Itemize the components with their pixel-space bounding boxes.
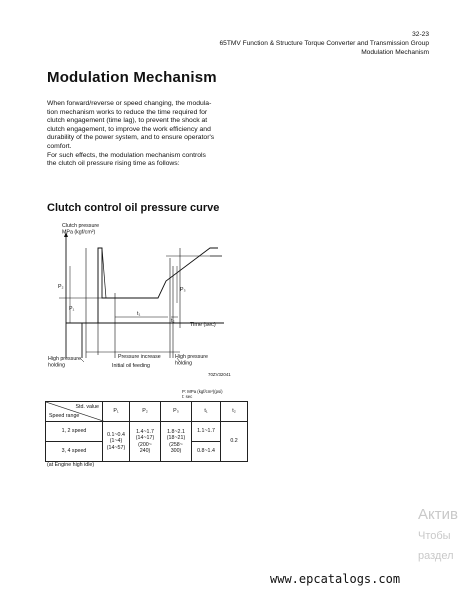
cell-text: 300) [170, 447, 182, 454]
paragraph-line: clutch engagement, to improve the work efficiency and [47, 125, 211, 133]
pressure-curve-diagram [40, 218, 270, 380]
cell-text: 240) [139, 447, 151, 454]
cell-t2: 0.2 [221, 422, 248, 462]
footer-url: www.epcatalogs.com [270, 572, 401, 586]
initial-feeding-label: Initial oil feeding [112, 363, 150, 369]
row-label-1-2-speed: 1, 2 speed [46, 422, 103, 442]
col-header-p2: P₂ [130, 402, 161, 422]
hp-holding-left-2: holding [48, 362, 66, 369]
figure-code: 70ZV32041 [208, 372, 231, 377]
cell-text: (18~21) [166, 435, 186, 442]
curve-drop-line [102, 248, 106, 298]
cell-p3 [161, 422, 192, 462]
y-axis-label-2: MPa (kgf/cm²) [62, 229, 96, 236]
hp-holding-right-1: High pressure [175, 354, 208, 360]
cell-text: (200~ [138, 441, 152, 448]
cell-text: (1~4) [109, 438, 123, 445]
p1-label: P₁ [69, 306, 75, 312]
std-value-header: Std. value [75, 404, 99, 410]
hp-holding-right-2: holding [175, 360, 193, 367]
speed-range-header: Speed range [49, 412, 80, 419]
cell-text: (14~17) [135, 435, 155, 442]
col-header-t2: t₂ [221, 402, 248, 422]
paragraph-line: durability of the power system, and to ensure operator's [47, 134, 215, 142]
table-corner-cell [46, 402, 103, 422]
pressure-curve-line [82, 248, 218, 358]
col-header-p1: P₁ [103, 402, 130, 422]
paragraph-line: When forward/reverse or speed changing, the modula- [47, 100, 212, 107]
cell-p1 [103, 422, 130, 462]
cell-text: 0.1~0.4 [107, 432, 125, 439]
row-label-3-4-speed: 3, 4 speed [46, 442, 103, 462]
cell-text: 1.8~2.1 [167, 429, 185, 436]
col-header-t1: t₁ [192, 402, 221, 422]
units-pressure: P: MPa (kgf/cm²)(psi) [182, 389, 223, 394]
p3-label: P₃ [180, 287, 186, 293]
header-line-1: 65TMV Function & Structure Torque Converter and Transmission Group [219, 40, 429, 47]
table-footnote: (at Engine high idle) [47, 462, 95, 468]
units-time: t: sec [182, 394, 193, 399]
paragraph-line: tion mechanism works to reduce the time required for [47, 108, 208, 116]
pressure-spec-table [45, 401, 248, 462]
intro-paragraph [47, 100, 247, 169]
paragraph-line: comfort. [47, 142, 72, 150]
t1-label: t₁ [137, 311, 141, 317]
activation-watermark-line-2: Чтобы [418, 530, 451, 542]
paragraph-line: For such effects, the modulation mechanism controls [47, 151, 206, 159]
hp-holding-left-1: High pressure [48, 356, 81, 362]
paragraph-line: the clutch oil pressure rising time as follows: [47, 160, 180, 168]
cell-t1-row1: 1.1~1.7 [192, 422, 221, 442]
subsection-title: Clutch control oil pressure curve [47, 202, 220, 214]
t2-label: t₂ [171, 318, 175, 324]
p2-label: P₂ [58, 284, 64, 290]
table-units [182, 389, 223, 399]
y-axis-label-1: Clutch pressure [62, 223, 100, 229]
activation-watermark-line-1: Актив [418, 506, 458, 523]
cell-t1-row2: 0.8~1.4 [192, 442, 221, 462]
cell-p2 [130, 422, 161, 462]
section-title: Modulation Mechanism [47, 69, 217, 86]
cell-text: (14~57) [106, 444, 126, 451]
pressure-increase-label: Pressure increase [118, 354, 161, 360]
page-number: 32-23 [412, 31, 429, 38]
paragraph-line: clutch engagement (time lag), to prevent the shock at [47, 117, 208, 125]
x-axis-label: Time (sec) [190, 322, 216, 328]
cell-text: (258~ [169, 441, 183, 448]
activation-watermark-line-3: раздел [418, 550, 454, 562]
col-header-p3: P₃ [161, 402, 192, 422]
header-line-2: Modulation Mechanism [361, 49, 429, 56]
cell-text: 1.4~1.7 [136, 429, 154, 436]
